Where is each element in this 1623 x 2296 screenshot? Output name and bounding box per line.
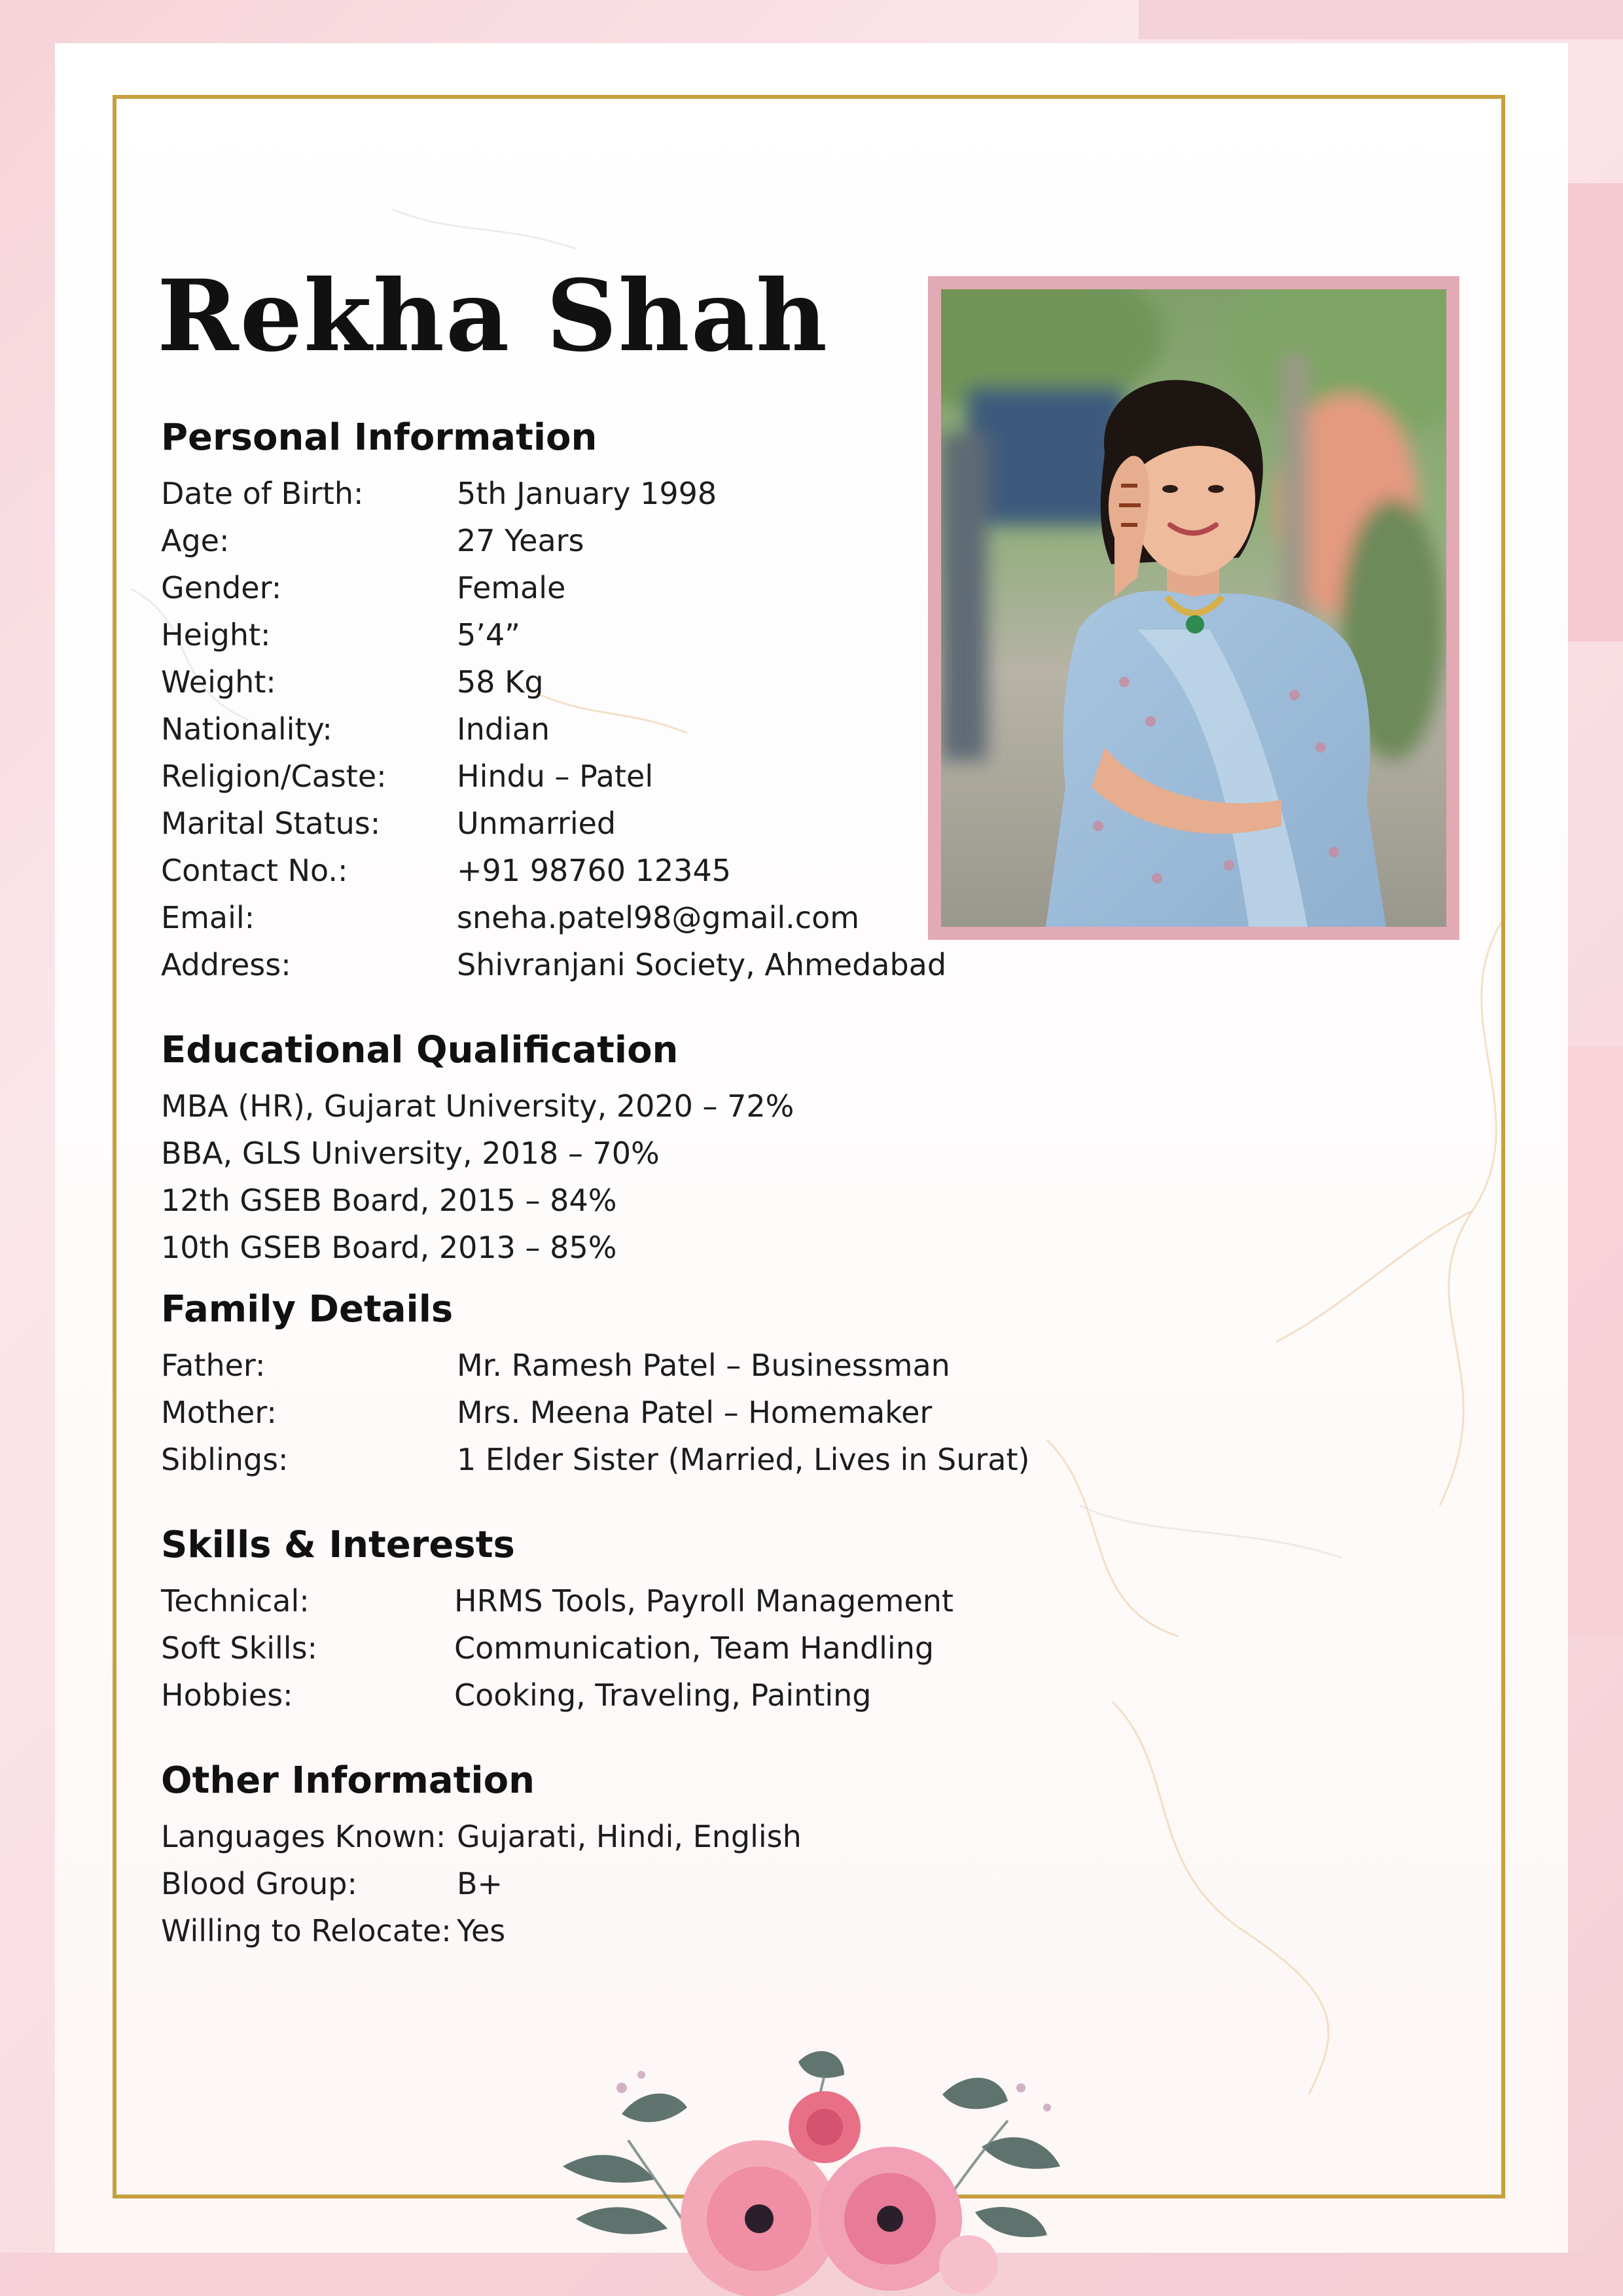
field-value: sneha.patel98@gmail.com (457, 900, 860, 935)
field-value: Hindu – Patel (457, 759, 654, 794)
field-label: Hobbies: (161, 1677, 293, 1713)
field-label: Willing to Relocate: (161, 1913, 452, 1948)
field-label: Blood Group: (161, 1866, 357, 1901)
section-title-personal: Personal Information (161, 416, 597, 459)
section-title-other: Other Information (161, 1759, 535, 1802)
field-label: Gender: (161, 570, 282, 605)
field-value: Mrs. Meena Patel – Homemaker (457, 1395, 933, 1430)
field-value: 58 Kg (457, 664, 544, 700)
field-label: Height: (161, 617, 271, 653)
field-value: Shivranjani Society, Ahmedabad (457, 947, 947, 982)
field-label: Address: (161, 947, 291, 982)
section-title-family: Family Details (161, 1288, 454, 1331)
field-label: Soft Skills: (161, 1630, 318, 1666)
field-value: HRMS Tools, Payroll Management (454, 1583, 954, 1619)
section-title-education: Educational Qualification (161, 1029, 679, 1071)
background-block (1568, 1047, 1623, 1636)
field-value: Indian (457, 711, 550, 747)
field-value: B+ (457, 1866, 503, 1901)
background-block (1568, 183, 1623, 641)
field-label: Siblings: (161, 1442, 289, 1477)
field-value: 27 Years (457, 523, 584, 558)
floral-bouquet-icon (524, 2049, 1113, 2296)
field-value: Mr. Ramesh Patel – Businessman (457, 1348, 950, 1383)
education-item: BBA, GLS University, 2018 – 70% (161, 1136, 660, 1171)
education-item: MBA (HR), Gujarat University, 2020 – 72% (161, 1088, 794, 1124)
field-value: Yes (457, 1913, 506, 1948)
field-label: Father: (161, 1348, 266, 1383)
background-block (1139, 0, 1623, 39)
field-value: 5th January 1998 (457, 476, 717, 511)
field-label: Date of Birth: (161, 476, 364, 511)
portrait-photo (941, 289, 1446, 927)
field-label: Weight: (161, 664, 276, 700)
field-label: Technical: (161, 1583, 310, 1619)
field-value: Female (457, 570, 566, 605)
candidate-name: Rekha Shah (157, 259, 829, 374)
field-label: Email: (161, 900, 255, 935)
education-item: 12th GSEB Board, 2015 – 84% (161, 1183, 617, 1218)
field-label: Religion/Caste: (161, 759, 387, 794)
field-value: +91 98760 12345 (457, 853, 731, 888)
field-value: Unmarried (457, 806, 616, 841)
field-value: 1 Elder Sister (Married, Lives in Surat) (457, 1442, 1030, 1477)
field-label: Age: (161, 523, 230, 558)
profile-photo-frame (928, 276, 1459, 940)
field-label: Marital Status: (161, 806, 381, 841)
field-label: Mother: (161, 1395, 277, 1430)
section-title-skills: Skills & Interests (161, 1524, 515, 1566)
field-value: 5’4” (457, 617, 520, 653)
field-value: Cooking, Traveling, Painting (454, 1677, 872, 1713)
field-label: Contact No.: (161, 853, 348, 888)
field-value: Gujarati, Hindi, English (457, 1819, 802, 1854)
field-label: Nationality: (161, 711, 332, 747)
education-item: 10th GSEB Board, 2013 – 85% (161, 1230, 617, 1265)
field-label: Languages Known: (161, 1819, 446, 1854)
field-value: Communication, Team Handling (454, 1630, 935, 1666)
